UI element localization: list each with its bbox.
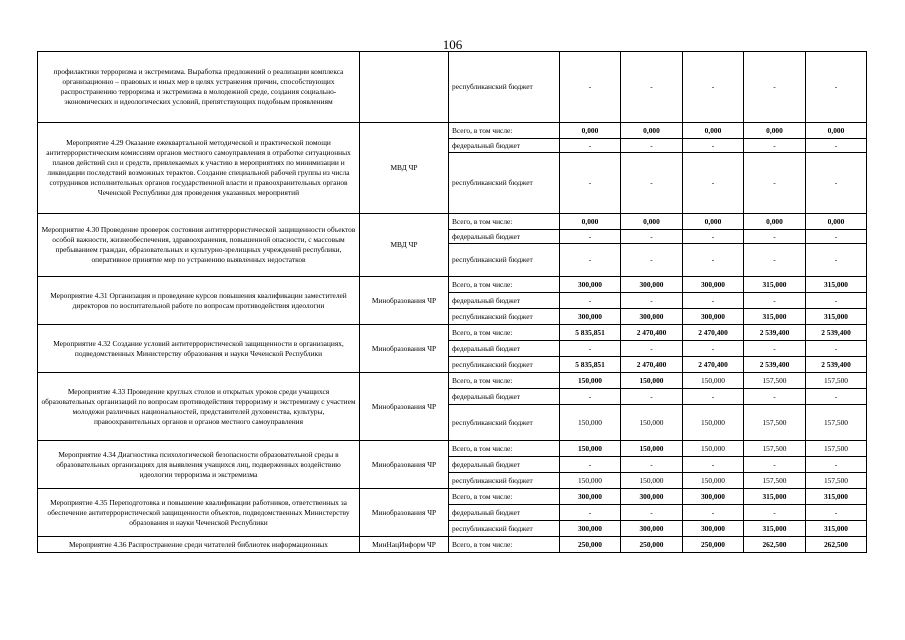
amount-cell: 0,000 [683,123,744,139]
table-row [38,277,867,293]
amount-cell: - [806,293,867,309]
amount-cell: 0,000 [744,214,806,230]
funding-source: республиканский бюджет [449,357,560,373]
amount-cell: 300,000 [683,521,744,537]
amount-cell: 2 539,400 [806,325,867,341]
funding-source: Всего, в том числе: [449,214,560,230]
amount-cell: - [683,505,744,521]
funding-source: республиканский бюджет [449,153,560,214]
amount-cell: 300,000 [683,489,744,505]
funding-source: федеральный бюджет [449,457,560,473]
measure-description: Мероприятие 4.34 Диагностика психологической безопасности образовательной среды в образовательных организациях для выявления учащихся лиц, подверженных воздействию идеологии терроризма и экстремизма [38,441,360,489]
amount-cell: - [560,230,621,244]
executor-cell: МВД ЧР [360,123,449,214]
amount-cell: - [806,341,867,357]
funding-source: федеральный бюджет [449,341,560,357]
amount-cell: - [621,244,683,277]
amount-cell: - [560,457,621,473]
amount-cell: - [683,139,744,153]
funding-source: Всего, в том числе: [449,489,560,505]
amount-cell: - [621,341,683,357]
funding-source: республиканский бюджет [449,473,560,489]
amount-cell: 150,000 [560,441,621,457]
amount-cell: 0,000 [744,123,806,139]
amount-cell: 0,000 [560,214,621,230]
amount-cell: 157,500 [744,441,806,457]
amount-cell: - [683,244,744,277]
amount-cell: 0,000 [683,214,744,230]
amount-cell: 2 470,400 [621,357,683,373]
amount-cell: - [806,52,867,123]
amount-cell: 157,500 [806,441,867,457]
amount-cell: 150,000 [560,405,621,441]
page-number: 106 [442,37,463,52]
amount-cell: - [744,244,806,277]
amount-cell: - [621,505,683,521]
amount-cell: 150,000 [621,373,683,389]
amount-cell: - [621,52,683,123]
measure-description: Мероприятие 4.36 Распространение среди читателей библиотек информационных [38,537,360,553]
amount-cell: 2 539,400 [744,325,806,341]
amount-cell: - [806,139,867,153]
funding-source: Всего, в том числе: [449,123,560,139]
executor-cell: Минобразования ЧР [360,277,449,325]
amount-cell: - [806,153,867,214]
amount-cell: 300,000 [683,277,744,293]
amount-cell: 157,500 [744,373,806,389]
amount-cell: 300,000 [621,521,683,537]
executor-cell: МинНацИнформ ЧР [360,537,449,553]
amount-cell: 5 835,851 [560,357,621,373]
table-row [38,123,867,139]
measure-description: Мероприятие 4.32 Создание условий антитеррористической защищенности в организациях, подведомственных Министерству образования и науки Чеченской Республики [38,325,360,373]
amount-cell: 150,000 [621,405,683,441]
amount-cell: 2 539,400 [744,357,806,373]
amount-cell: - [621,230,683,244]
amount-cell: - [683,230,744,244]
funding-source: Всего, в том числе: [449,537,560,553]
amount-cell: - [806,389,867,405]
amount-cell: 150,000 [683,405,744,441]
amount-cell: 300,000 [683,309,744,325]
amount-cell: - [683,153,744,214]
funding-source: Всего, в том числе: [449,441,560,457]
table-row [38,441,867,457]
amount-cell: 150,000 [621,473,683,489]
amount-cell: 315,000 [744,277,806,293]
amount-cell: 300,000 [621,277,683,293]
amount-cell: - [683,52,744,123]
table-row [38,489,867,505]
executor-cell: Минобразования ЧР [360,373,449,441]
funding-source: республиканский бюджет [449,405,560,441]
funding-source: федеральный бюджет [449,389,560,405]
amount-cell: - [560,139,621,153]
amount-cell: 315,000 [744,521,806,537]
amount-cell: - [621,293,683,309]
measure-description: Мероприятие 4.29 Оказание ежеквартальной методической и практической помощи антитеррористическим комиссиям органов местного самоуправления в отработке ситуационных планов действий сил и средств, привлекаемых к участию в мероприятиях по минимизации и ликвидации последствий возможных терактов. Создание специальной рабочей группы из числа сотрудников исполнительных органов государственной власти и правоохранительных органов Чеченской Республики для проведения указанных мероприятий [38,123,360,214]
amount-cell: - [744,293,806,309]
amount-cell: 300,000 [560,521,621,537]
amount-cell: 0,000 [806,214,867,230]
amount-cell: 300,000 [621,489,683,505]
amount-cell: 315,000 [806,309,867,325]
amount-cell: 150,000 [683,473,744,489]
amount-cell: - [744,341,806,357]
measure-description: профилактики терроризма и экстремизма. Выработка предложений о реализации комплекса организационно – правовых и иных мер в целях устранения причин, способствующих распространению терроризма и экстремизма в молодежной среде, создания социально-экономических и идеологических условий, препятствующих подобным проявлениям [38,52,360,123]
amount-cell: 315,000 [806,277,867,293]
executor-cell: МВД ЧР [360,214,449,277]
amount-cell: - [744,139,806,153]
funding-source: республиканский бюджет [449,52,560,123]
amount-cell: - [621,457,683,473]
amount-cell: - [806,457,867,473]
table-row [38,537,867,553]
executor-cell: Минобразования ЧР [360,489,449,537]
amount-cell: - [560,153,621,214]
amount-cell: 0,000 [560,123,621,139]
measure-description: Мероприятие 4.30 Проведение проверок состояния антитеррористической защищенности объектов особой важности, жизнеобеспечения, здравоохранения, повышенной опасности, с массовым пребыванием граждан, образовательных и культурно-зрелищных учреждений республики, оперативное принятие мер по устранению выявленных недостатков [38,214,360,277]
amount-cell: 2 470,400 [683,325,744,341]
amount-cell: 0,000 [621,214,683,230]
budget-table [37,51,867,553]
amount-cell: - [560,52,621,123]
amount-cell: 2 539,400 [806,357,867,373]
amount-cell: - [683,389,744,405]
funding-source: федеральный бюджет [449,505,560,521]
funding-source: Всего, в том числе: [449,325,560,341]
amount-cell: - [744,52,806,123]
amount-cell: 300,000 [560,489,621,505]
amount-cell: 315,000 [806,521,867,537]
amount-cell: 250,000 [560,537,621,553]
funding-source: федеральный бюджет [449,230,560,244]
amount-cell: - [621,389,683,405]
amount-cell: - [744,153,806,214]
amount-cell: - [744,457,806,473]
amount-cell: 157,500 [806,405,867,441]
amount-cell: 250,000 [621,537,683,553]
amount-cell: - [560,341,621,357]
table-row [38,214,867,230]
amount-cell: - [560,244,621,277]
amount-cell: - [744,230,806,244]
table-row [38,52,867,123]
amount-cell: - [683,457,744,473]
funding-source: республиканский бюджет [449,244,560,277]
amount-cell: 315,000 [744,309,806,325]
amount-cell: 0,000 [621,123,683,139]
measure-description: Мероприятие 4.31 Организация и проведение курсов повышения квалификации заместителей директоров по воспитательной работе по вопросам противодействия идеологии [38,277,360,325]
amount-cell: - [560,293,621,309]
measure-description: Мероприятие 4.35 Переподготовка и повышение квалификации работников, ответственных за обеспечение антитеррористической защищенности объектов, подведомственных Министерству образования и науки Чеченской Республики [38,489,360,537]
amount-cell: 150,000 [683,373,744,389]
amount-cell: 300,000 [560,277,621,293]
amount-cell: 150,000 [560,373,621,389]
funding-source: Всего, в том числе: [449,373,560,389]
amount-cell: 157,500 [806,473,867,489]
executor-cell: Минобразования ЧР [360,441,449,489]
amount-cell: - [744,505,806,521]
amount-cell: - [621,139,683,153]
executor-cell [360,52,449,123]
amount-cell: - [621,153,683,214]
funding-source: федеральный бюджет [449,139,560,153]
amount-cell: 150,000 [560,473,621,489]
amount-cell: 300,000 [621,309,683,325]
amount-cell: 250,000 [683,537,744,553]
amount-cell: 157,500 [806,373,867,389]
table-row [38,325,867,341]
amount-cell: 315,000 [806,489,867,505]
amount-cell: 262,500 [744,537,806,553]
amount-cell: 157,500 [744,405,806,441]
amount-cell: 315,000 [744,489,806,505]
amount-cell: 150,000 [621,441,683,457]
amount-cell: 150,000 [683,441,744,457]
amount-cell: - [683,341,744,357]
amount-cell: 2 470,400 [683,357,744,373]
table-row [38,373,867,389]
amount-cell: 2 470,400 [621,325,683,341]
amount-cell: 262,500 [806,537,867,553]
amount-cell: 300,000 [560,309,621,325]
measure-description: Мероприятие 4.33 Проведение круглых столов и открытых уроков среди учащихся образовательных организаций по вопросам противодействия терроризму и экстремизму с участием молодежи различных национальностей, представителей духовенства, культуры, правоохранительных органов и органов местного самоуправления [38,373,360,441]
funding-source: федеральный бюджет [449,293,560,309]
funding-source: Всего, в том числе: [449,277,560,293]
funding-source: республиканский бюджет [449,309,560,325]
amount-cell: 157,500 [744,473,806,489]
amount-cell: - [744,389,806,405]
amount-cell: 5 835,851 [560,325,621,341]
amount-cell: - [560,505,621,521]
funding-source: республиканский бюджет [449,521,560,537]
executor-cell: Минобразования ЧР [360,325,449,373]
amount-cell: 0,000 [806,123,867,139]
amount-cell: - [806,230,867,244]
amount-cell: - [806,505,867,521]
amount-cell: - [683,293,744,309]
amount-cell: - [560,389,621,405]
amount-cell: - [806,244,867,277]
